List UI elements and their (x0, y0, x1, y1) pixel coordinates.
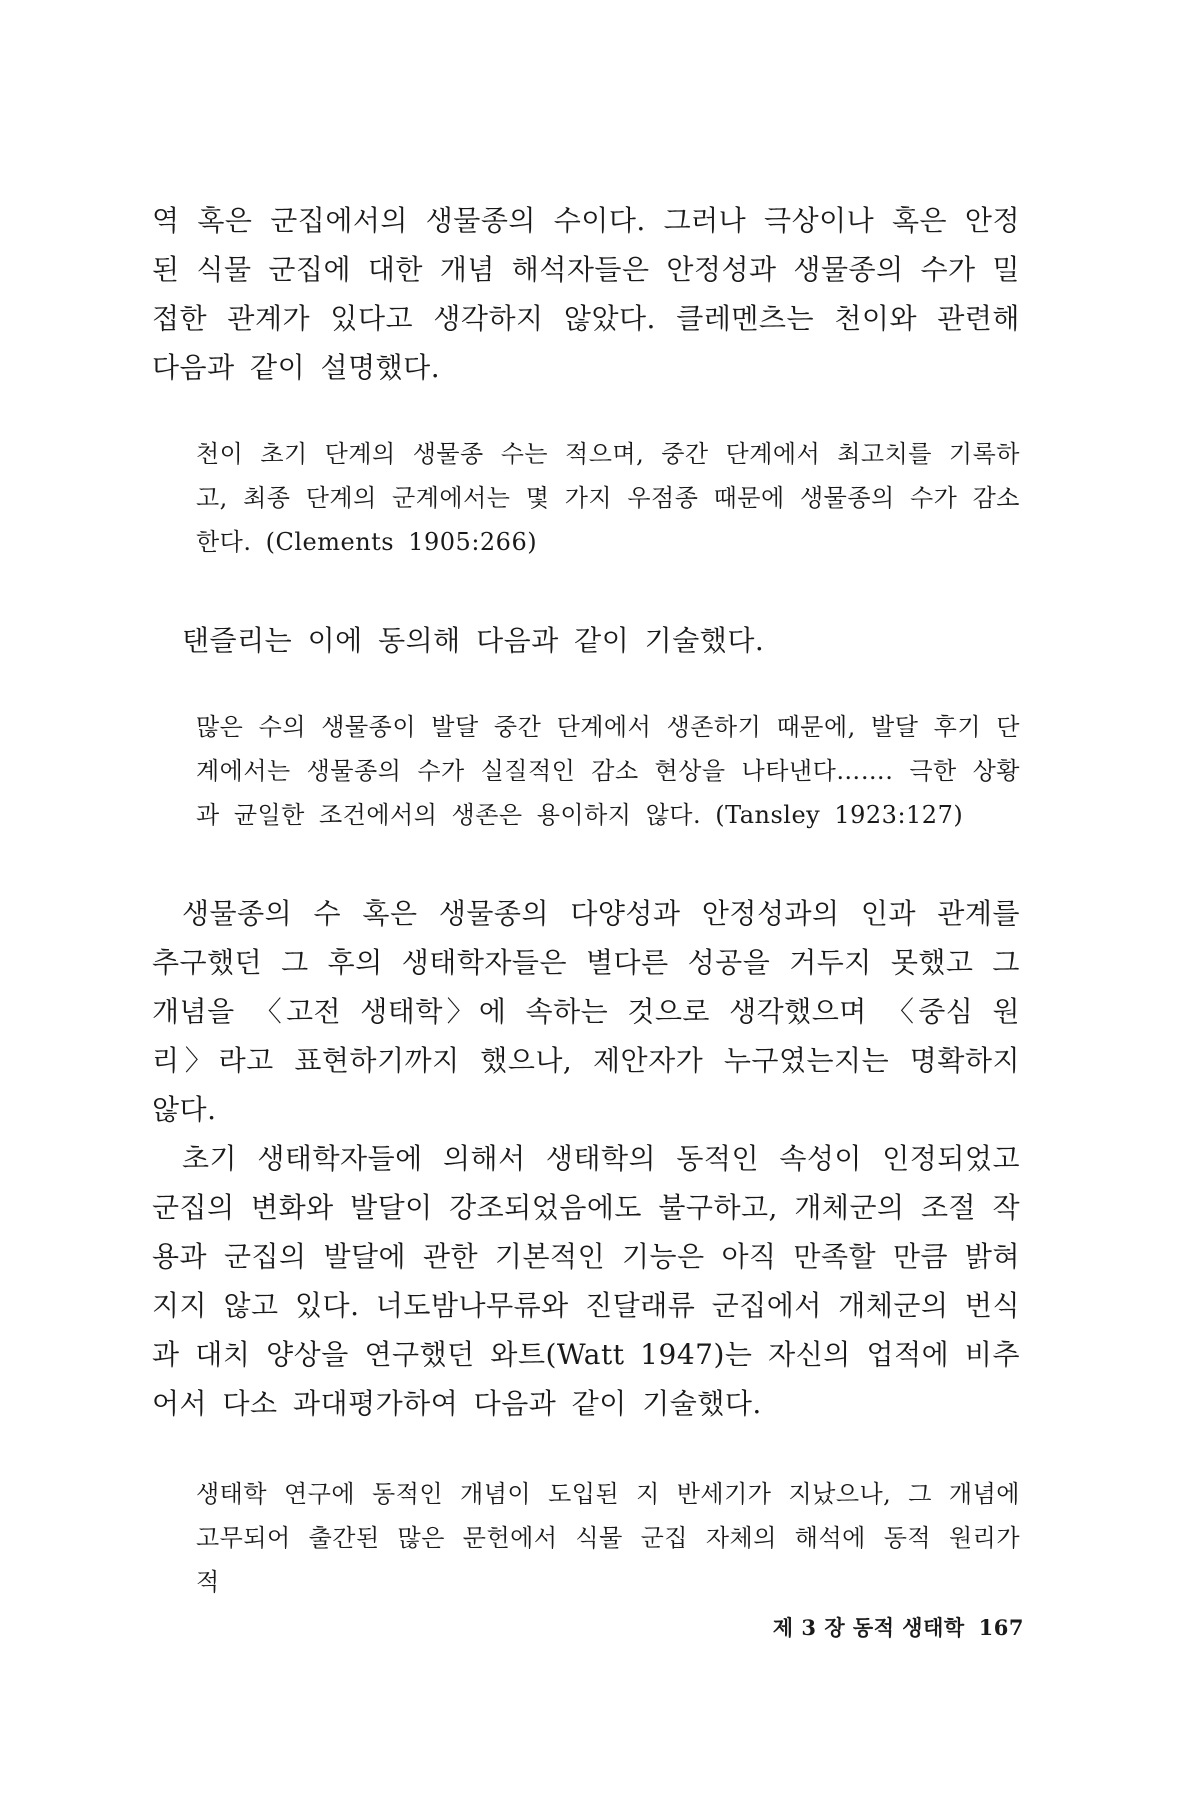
block-quote-watt: 생태학 연구에 동적인 개념이 도입된 지 반세기가 지났으나, 그 개념에 고무되어 출간된 많은 문헌에서 식물 군집 자체의 해석에 동적 원리가 적 (196, 1480, 1020, 1596)
paragraph-1: 역 혹은 군집에서의 생물종의 수이다. 그러나 극상이나 혹은 안정된 식물 군집에 대한 개념 해석자들은 안정성과 생물종의 수가 밀접한 관계가 있다고 생각하지 않았다. 클레멘츠는 천이와 관련해 다음과 같이 설명했다. (152, 204, 1020, 384)
paragraph-2: 탠즐리는 이에 동의해 다음과 같이 기술했다. (182, 624, 765, 657)
spacer (152, 392, 1020, 432)
paragraph-4: 초기 생태학자들에 의해서 생태학의 동적인 속성이 인정되었고 군집의 변화와 발달이 강조되었음에도 불구하고, 개체군의 조절 작용과 군집의 발달에 관한 기본적인 기능은 아직 만족할 만큼 밝혀지지 않고 있다. 너도밤나무류와 진달래류 군집에서 개체군의 번식과 대치 양상을 연구했던 와트(Watt 1947)는 자신의 업적에 비추어서 다소 과대평가하여 다음과 같이 기술했다. (152, 1142, 1020, 1420)
block-quote-clements: 천이 초기 단계의 생물종 수는 적으며, 중간 단계에서 최고치를 기록하고, 최종 단계의 군계에서는 몇 가지 우점종 때문에 생물종의 수가 감소한다. (Clements 1905:266) (196, 440, 1020, 556)
page-body (152, 196, 1020, 1604)
page-number: 167 (978, 1615, 1024, 1640)
block-quote-tansley: 많은 수의 생물종이 발달 중간 단계에서 생존하기 때문에, 발달 후기 단계에서는 생물종의 수가 실질적인 감소 현상을 나타낸다……. 극한 상황과 균일한 조건에서의 생존은 용이하지 않다. (Tansley 1923:127) (196, 713, 1020, 829)
chapter-title: 제 3 장 동적 생태학 (772, 1615, 965, 1640)
spacer (152, 665, 1020, 705)
spacer (152, 837, 1020, 889)
page-footer (773, 1612, 1024, 1642)
spacer (152, 1428, 1020, 1472)
spacer (152, 564, 1020, 616)
paragraph-3: 생물종의 수 혹은 생물종의 다양성과 안정성과의 인과 관계를 추구했던 그 후의 생태학자들은 별다른 성공을 거두지 못했고 그 개념을 〈고전 생태학〉에 속하는 것으로 생각했으며 〈중심 원리〉라고 표현하기까지 했으나, 제안자가 누구였는지는 명확하지 않다. (152, 897, 1020, 1126)
